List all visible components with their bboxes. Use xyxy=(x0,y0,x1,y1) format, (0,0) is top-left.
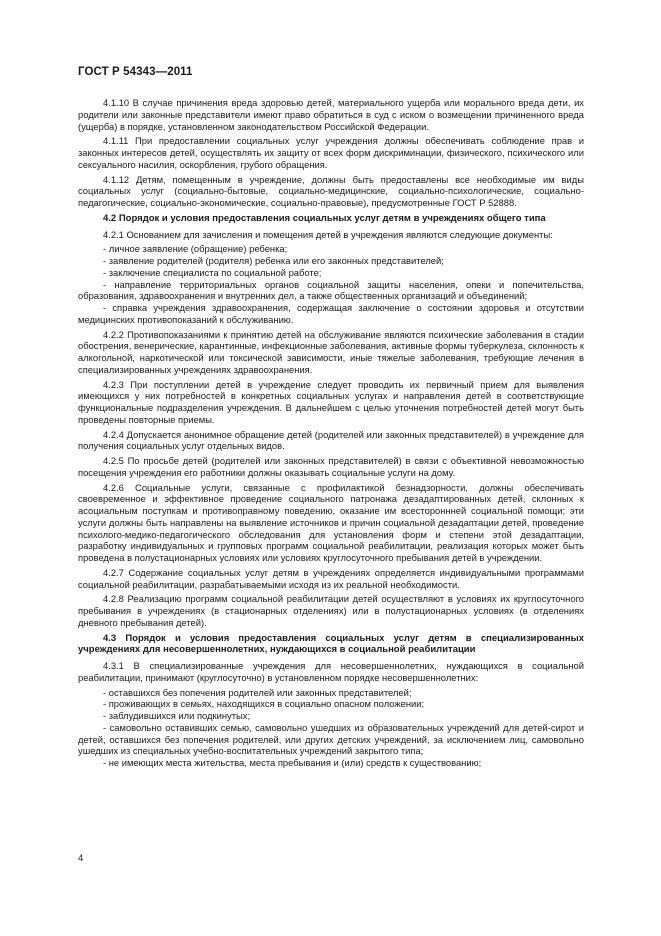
document-body xyxy=(78,97,584,769)
paragraph: 4.1.11 При предоставлении социальных услуг учреждения должны обеспечивать соблюдение прав и законных интересов детей, осуществлять их защиту от всех форм дискриминации, физического, психического или сексуального насилия, оскорбления, грубого обращения. xyxy=(78,135,584,170)
paragraph: 4.1.10 В случае причинения вреда здоровью детей, материального ущерба или морального вреда дети, их родители или законные представители имеют право обратиться в суд с иском о возмещении причиненного вреда (ущерба) в порядке, установленном законодательством Российской Федерации. xyxy=(78,97,584,132)
page-number: 4 xyxy=(78,853,84,864)
list-item: - не имеющих места жительства, места пребывания и (или) средств к существованию; xyxy=(103,757,482,768)
section-heading: 4.2 Порядок и условия предоставления социальных услуг детям в учреждениях общего типа xyxy=(103,212,546,224)
paragraph: 4.2.5 По просьбе детей (родителей или законных представителей) в связи с объективной невозможностью посещения учреждения его работники должны оказывать социальные услуги на дому. xyxy=(78,455,584,478)
list-item: - заключение специалиста по социальной работе; xyxy=(103,266,322,278)
list-item: - самовольно оставивших семью, самовольно ушедших из образовательных учреждений для детей-сирот и детей, оставшихся без попечения родителей, или других детских учреждений, за исключением лиц, самовольно ушедших из специальных учебно-воспитательных учреждений закрытого типа; xyxy=(78,721,584,757)
list-item: - оставшихся без попечения родителей или законных представителей; xyxy=(103,686,412,698)
paragraph: 4.2.1 Основанием для зачисления и помещения детей в учреждения являются следующие документы: xyxy=(103,228,553,240)
list-item: - проживающих в семьях, находящихся в социально опасном положении; xyxy=(103,698,425,710)
paragraph: 4.2.2 Противопоказаниями к принятию детей на обслуживание являются психические заболевания в стадии обострения, венерические, карантинные, инфекционные заболевания, активные формы туберкулеза, склонность к алкогольной, наркотической или токсической зависимости, иные тяжелые заболевания, требующие лечения в специализированных учреждениях здравоохранения. xyxy=(78,328,584,375)
document-header: ГОСТ Р 54343—2011 xyxy=(78,66,193,78)
section-heading: 4.3 Порядок и условия предоставления социальных услуг детям в специализированных учреждениях для несовершеннолетних, нуждающихся в социальной реабилитации xyxy=(78,632,584,656)
paragraph: 4.2.6 Социальные услуги, связанные с профилактикой безнадзорности, должны обеспечивать своевременное и эффективное проведение социального патронажа дезадаптированных детей, склонных к асоциальным поступкам и противоправному поведению, оказание им всестороннней социальной помощи; эти услуги должны быть направлены на выявление источников и причин социальной дезадаптации детей, проведение психолого-медико-педагогического обследования для установления форм и степени этой дезадаптации, разработку индивидуальных и групповых программ социальной реабилитации, реализация которых может быть проведена в полустационарных условиях или условиях круглосуточного пребывания детей в учреждении. xyxy=(78,481,584,563)
list-item: - справка учреждения здравоохранения, содержащая заключение о состоянии здоровья и отсутствии медицинских противопоказаний к обслуживанию. xyxy=(78,302,584,325)
list-item: - заявление родителей (родителя) ребенка или его законных представителей; xyxy=(103,255,444,266)
paragraph: 4.2.3 При поступлении детей в учреждение следует проводить их первичный прием для выявления имеющихся у них потребностей в конкретных социальных услугах и направления детей в соответствующие функциональные подразделения учреждения. В дальнейшем с целью уточнения потребностей детей могут быть проведены повторные приемы. xyxy=(78,378,584,425)
list-item: - заблудившихся или подкинутых; xyxy=(103,710,251,721)
paragraph: 4.2.4 Допускается анонимное обращение детей (родителей или законных представителей) в учреждение для получения социальных услуг отдельных видов. xyxy=(78,428,584,452)
list-item: - направление территориальных органов социальной защиты населения, опеки и попечительства, образования, здравоохранения и внутренних дел, а также общественных организаций и объединений; xyxy=(78,278,584,302)
list-item: - личное заявление (обращение) ребенка; xyxy=(103,243,288,255)
paragraph: 4.3.1 В специализированные учреждения для несовершеннолетних, нуждающихся в социальной реабилитации, принимают (круглосуточно) в установленном порядке несовершеннолетних: xyxy=(78,660,584,683)
paragraph: 4.2.7 Содержание социальных услуг детям в учреждениях определяется индивидуальными программами социальной реабилитации, разрабатываемыми исходя из их реальной необходимости. xyxy=(78,566,584,590)
paragraph: 4.1.12 Детям, помещенным в учреждение, должны быть предоставлены все необходимые им виды социальных услуг (социально-бытовые, социально-медицинские, социально-психологические, социально-педагогические, социально-экономические, социально-правовые), предусмотренные ГОСТ Р 52888. xyxy=(78,173,584,208)
paragraph: 4.2.8 Реализацию программ социальной реабилитации детей осуществляют в условиях их круглосуточного пребывания в учреждениях (в стационарных отделениях) или в полустационарных условиях (в отделениях дневного пребывания детей). xyxy=(78,593,584,628)
